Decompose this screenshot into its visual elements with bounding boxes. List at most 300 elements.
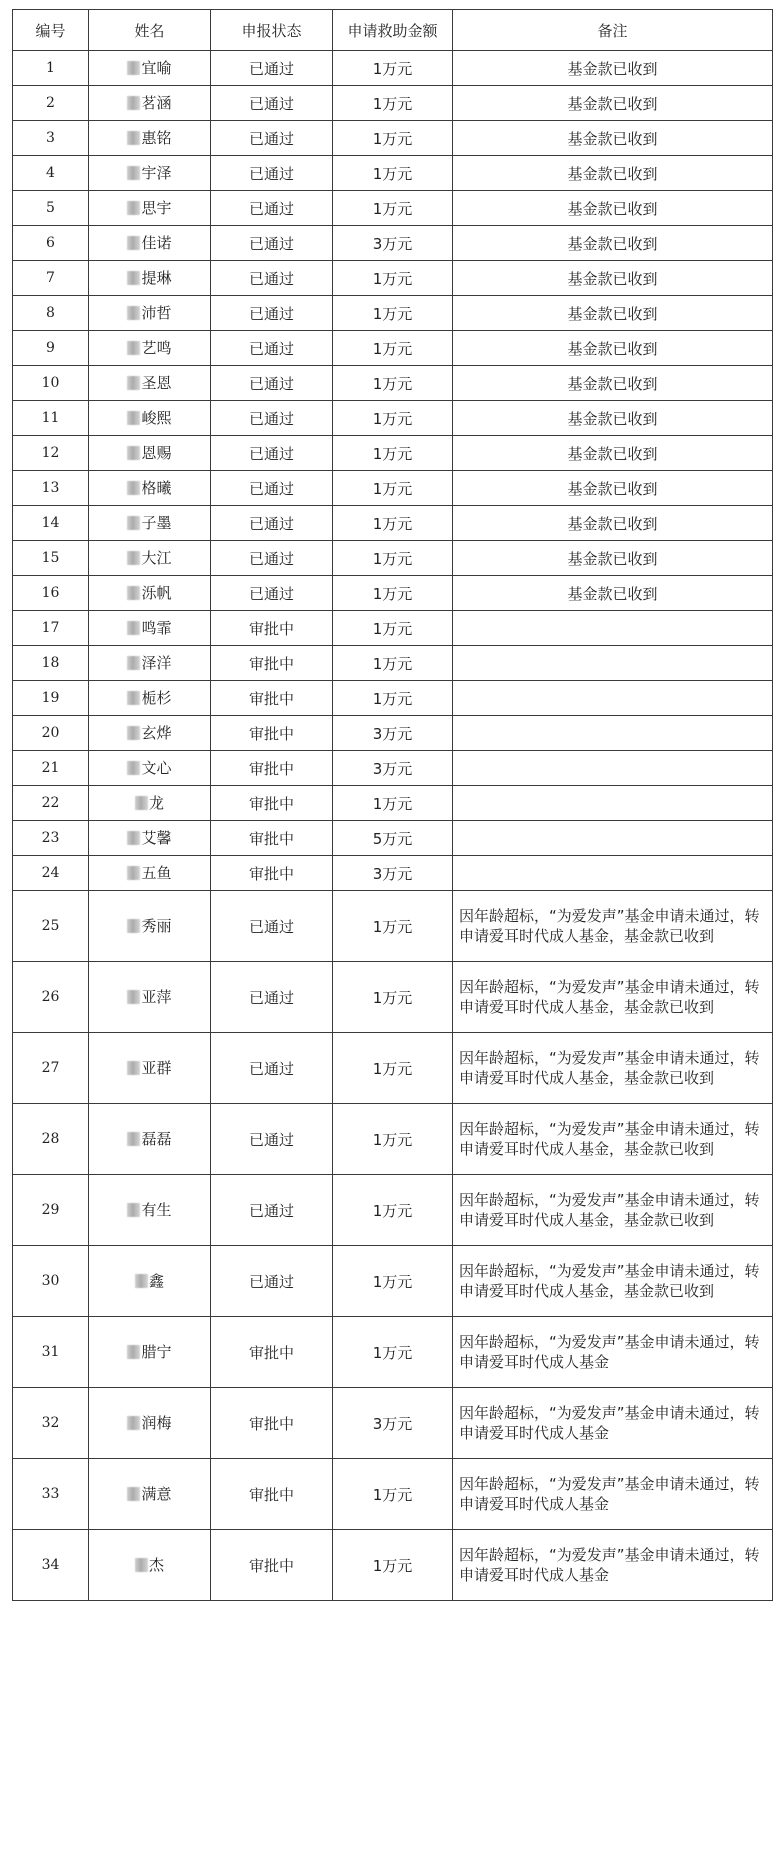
applicant-given-name: 磊磊 (141, 1130, 172, 1149)
applicant-given-name: 杰 (148, 1556, 164, 1575)
applicant-name (127, 582, 171, 603)
remark (453, 716, 773, 751)
row-number: 10 (13, 366, 89, 401)
applicant-given-name: 艺鸣 (141, 339, 172, 358)
applicant-given-name: 格曦 (141, 479, 172, 498)
aid-amount: 1万元 (333, 1175, 453, 1246)
redacted-surname-mask (127, 446, 140, 460)
applicant-name-cell (89, 1317, 211, 1388)
row-number: 30 (13, 1246, 89, 1317)
application-status: 已通过 (211, 436, 333, 471)
row-number: 4 (13, 156, 89, 191)
applicant-name-cell (89, 1459, 211, 1530)
row-number: 26 (13, 962, 89, 1033)
applicant-name-cell (89, 1388, 211, 1459)
aid-amount: 1万元 (333, 1033, 453, 1104)
remark: 因年龄超标，“为爱发声”基金申请未通过，转申请爱耳时代成人基金 (453, 1530, 773, 1601)
application-status: 已通过 (211, 471, 333, 506)
row-number: 3 (13, 121, 89, 156)
remark: 基金款已收到 (453, 86, 773, 121)
applicant-given-name: 大江 (141, 549, 172, 568)
remark: 基金款已收到 (453, 296, 773, 331)
redacted-surname-mask (127, 1203, 140, 1217)
aid-amount: 1万元 (333, 891, 453, 962)
table-row (13, 821, 773, 856)
row-number: 20 (13, 716, 89, 751)
row-number: 34 (13, 1530, 89, 1601)
application-status: 已通过 (211, 86, 333, 121)
row-number: 27 (13, 1033, 89, 1104)
redacted-surname-mask (127, 990, 140, 1004)
remark: 基金款已收到 (453, 576, 773, 611)
applicant-name-cell (89, 611, 211, 646)
applicant-name (127, 687, 171, 708)
row-number: 16 (13, 576, 89, 611)
applicant-name-cell (89, 716, 211, 751)
redacted-surname-mask (127, 1416, 140, 1430)
header-row (13, 10, 773, 51)
aid-amount: 1万元 (333, 86, 453, 121)
row-number: 28 (13, 1104, 89, 1175)
table-row (13, 401, 773, 436)
redacted-surname-mask (127, 96, 140, 110)
redacted-surname-mask (127, 61, 140, 75)
applicant-name-cell (89, 156, 211, 191)
aid-amount: 1万元 (333, 506, 453, 541)
applicant-name-cell (89, 366, 211, 401)
table-row (13, 1033, 773, 1104)
row-number: 8 (13, 296, 89, 331)
remark: 因年龄超标，“为爱发声”基金申请未通过，转申请爱耳时代成人基金，基金款已收到 (453, 1246, 773, 1317)
row-number: 24 (13, 856, 89, 891)
table-row (13, 121, 773, 156)
applicant-name (127, 197, 171, 218)
aid-amount: 1万元 (333, 121, 453, 156)
application-status: 已通过 (211, 962, 333, 1033)
applicant-given-name: 润梅 (141, 1414, 172, 1433)
application-status: 已通过 (211, 191, 333, 226)
applicant-name-cell (89, 121, 211, 156)
table-row (13, 1175, 773, 1246)
row-number: 22 (13, 786, 89, 821)
redacted-surname-mask (127, 691, 140, 705)
remark: 基金款已收到 (453, 506, 773, 541)
table-row (13, 1459, 773, 1530)
remark (453, 786, 773, 821)
redacted-surname-mask (127, 726, 140, 740)
applicant-given-name: 满意 (141, 1485, 172, 1504)
aid-amount: 1万元 (333, 51, 453, 86)
remark (453, 646, 773, 681)
aid-amount: 1万元 (333, 191, 453, 226)
applicant-name-cell (89, 646, 211, 681)
table-row (13, 786, 773, 821)
applicant-name-cell (89, 471, 211, 506)
application-status: 审批中 (211, 856, 333, 891)
remark: 因年龄超标，“为爱发声”基金申请未通过，转申请爱耳时代成人基金 (453, 1388, 773, 1459)
table-row (13, 366, 773, 401)
application-status: 审批中 (211, 611, 333, 646)
table-row (13, 856, 773, 891)
remark: 基金款已收到 (453, 471, 773, 506)
header-name: 姓名 (89, 10, 211, 51)
aid-amount: 1万元 (333, 296, 453, 331)
table-row (13, 226, 773, 261)
applicant-name-cell (89, 86, 211, 121)
applicant-given-name: 宜喻 (141, 59, 172, 78)
applicant-name (127, 57, 171, 78)
applicant-name (127, 862, 171, 883)
table-row (13, 891, 773, 962)
applicant-name-cell (89, 856, 211, 891)
table-row (13, 751, 773, 786)
table-row (13, 1104, 773, 1175)
application-status: 已通过 (211, 1175, 333, 1246)
redacted-surname-mask (127, 516, 140, 530)
redacted-surname-mask (127, 1487, 140, 1501)
application-status: 审批中 (211, 1388, 333, 1459)
applicant-given-name: 宇泽 (141, 164, 172, 183)
application-status: 审批中 (211, 646, 333, 681)
applicant-name (127, 232, 171, 253)
table-row (13, 51, 773, 86)
applicant-given-name: 沛哲 (141, 304, 172, 323)
aid-amount: 3万元 (333, 716, 453, 751)
redacted-surname-mask (127, 236, 140, 250)
row-number: 11 (13, 401, 89, 436)
remark: 基金款已收到 (453, 226, 773, 261)
applicant-name-cell (89, 541, 211, 576)
aid-amount: 1万元 (333, 962, 453, 1033)
application-status: 已通过 (211, 541, 333, 576)
applicant-name (127, 1128, 171, 1149)
remark: 基金款已收到 (453, 51, 773, 86)
applicant-given-name: 玄烨 (141, 724, 172, 743)
applicant-name (127, 722, 171, 743)
table-row (13, 506, 773, 541)
table-row (13, 1388, 773, 1459)
application-status: 已通过 (211, 1033, 333, 1104)
table-row (13, 1317, 773, 1388)
table-body (13, 51, 773, 1601)
redacted-surname-mask (127, 761, 140, 775)
table-row (13, 436, 773, 471)
redacted-surname-mask (127, 586, 140, 600)
row-number: 19 (13, 681, 89, 716)
table-row (13, 576, 773, 611)
remark: 基金款已收到 (453, 261, 773, 296)
application-status: 审批中 (211, 1459, 333, 1530)
row-number: 23 (13, 821, 89, 856)
applicant-given-name: 思宇 (141, 199, 172, 218)
row-number: 1 (13, 51, 89, 86)
remark: 因年龄超标，“为爱发声”基金申请未通过，转申请爱耳时代成人基金 (453, 1317, 773, 1388)
application-status: 审批中 (211, 751, 333, 786)
redacted-surname-mask (127, 131, 140, 145)
redacted-surname-mask (127, 551, 140, 565)
applicant-name (127, 92, 171, 113)
applicant-name (127, 1057, 171, 1078)
applicant-name-cell (89, 962, 211, 1033)
aid-application-table (12, 9, 773, 1601)
applicant-name-cell (89, 51, 211, 86)
applicant-name-cell (89, 786, 211, 821)
aid-amount: 1万元 (333, 1530, 453, 1601)
row-number: 21 (13, 751, 89, 786)
redacted-surname-mask (127, 271, 140, 285)
aid-amount: 3万元 (333, 226, 453, 261)
application-status: 审批中 (211, 681, 333, 716)
applicant-given-name: 泺帆 (141, 584, 172, 603)
applicant-given-name: 茗涵 (141, 94, 172, 113)
applicant-name (127, 372, 171, 393)
remark: 基金款已收到 (453, 366, 773, 401)
applicant-name-cell (89, 506, 211, 541)
applicant-given-name: 惠铭 (141, 129, 172, 148)
application-status: 已通过 (211, 401, 333, 436)
document-page (12, 9, 773, 1601)
header-note: 备注 (453, 10, 773, 51)
redacted-surname-mask (127, 656, 140, 670)
row-number: 9 (13, 331, 89, 366)
applicant-given-name: 圣恩 (141, 374, 172, 393)
row-number: 31 (13, 1317, 89, 1388)
remark: 基金款已收到 (453, 331, 773, 366)
applicant-name (135, 1270, 164, 1291)
applicant-given-name: 五鱼 (141, 864, 172, 883)
application-status: 已通过 (211, 1246, 333, 1317)
table-row (13, 156, 773, 191)
table-row (13, 331, 773, 366)
aid-amount: 1万元 (333, 331, 453, 366)
applicant-given-name: 提琳 (141, 269, 172, 288)
applicant-name (127, 986, 171, 1007)
row-number: 33 (13, 1459, 89, 1530)
row-number: 32 (13, 1388, 89, 1459)
applicant-given-name: 腊宁 (141, 1343, 172, 1362)
applicant-name (127, 1483, 171, 1504)
applicant-name (127, 337, 171, 358)
row-number: 6 (13, 226, 89, 261)
applicant-name (135, 792, 164, 813)
applicant-name-cell (89, 226, 211, 261)
application-status: 已通过 (211, 261, 333, 296)
aid-amount: 1万元 (333, 261, 453, 296)
table-row (13, 716, 773, 751)
remark (453, 821, 773, 856)
aid-amount: 1万元 (333, 611, 453, 646)
applicant-name (127, 827, 171, 848)
aid-amount: 1万元 (333, 541, 453, 576)
applicant-name (127, 302, 171, 323)
aid-amount: 1万元 (333, 1459, 453, 1530)
applicant-name (127, 915, 171, 936)
applicant-name (127, 512, 171, 533)
applicant-name-cell (89, 1033, 211, 1104)
applicant-given-name: 峻熙 (141, 409, 172, 428)
row-number: 5 (13, 191, 89, 226)
redacted-surname-mask (135, 796, 148, 810)
redacted-surname-mask (127, 1345, 140, 1359)
redacted-surname-mask (127, 481, 140, 495)
applicant-name (127, 162, 171, 183)
row-number: 25 (13, 891, 89, 962)
application-status: 已通过 (211, 506, 333, 541)
redacted-surname-mask (127, 341, 140, 355)
aid-amount: 3万元 (333, 751, 453, 786)
aid-amount: 1万元 (333, 1317, 453, 1388)
aid-amount: 1万元 (333, 156, 453, 191)
table-row (13, 191, 773, 226)
applicant-given-name: 鑫 (148, 1272, 164, 1291)
table-row (13, 962, 773, 1033)
application-status: 已通过 (211, 891, 333, 962)
applicant-name-cell (89, 191, 211, 226)
table-row (13, 1246, 773, 1317)
applicant-name (127, 407, 171, 428)
remark: 因年龄超标，“为爱发声”基金申请未通过，转申请爱耳时代成人基金，基金款已收到 (453, 891, 773, 962)
applicant-name (127, 127, 171, 148)
remark: 基金款已收到 (453, 191, 773, 226)
applicant-given-name: 鸣霏 (141, 619, 172, 638)
redacted-surname-mask (135, 1558, 148, 1572)
applicant-name (127, 1341, 171, 1362)
application-status: 已通过 (211, 296, 333, 331)
application-status: 审批中 (211, 1317, 333, 1388)
applicant-given-name: 恩赐 (141, 444, 172, 463)
applicant-name-cell (89, 821, 211, 856)
table-row (13, 261, 773, 296)
table-row (13, 471, 773, 506)
application-status: 已通过 (211, 156, 333, 191)
row-number: 14 (13, 506, 89, 541)
applicant-name (135, 1554, 164, 1575)
row-number: 12 (13, 436, 89, 471)
redacted-surname-mask (127, 411, 140, 425)
remark: 因年龄超标，“为爱发声”基金申请未通过，转申请爱耳时代成人基金，基金款已收到 (453, 962, 773, 1033)
aid-amount: 1万元 (333, 576, 453, 611)
remark (453, 856, 773, 891)
applicant-given-name: 栀杉 (141, 689, 172, 708)
row-number: 2 (13, 86, 89, 121)
aid-amount: 1万元 (333, 1246, 453, 1317)
redacted-surname-mask (127, 201, 140, 215)
aid-amount: 1万元 (333, 1104, 453, 1175)
aid-amount: 1万元 (333, 681, 453, 716)
applicant-name-cell (89, 1104, 211, 1175)
table-row (13, 296, 773, 331)
applicant-name (127, 652, 171, 673)
applicant-name-cell (89, 436, 211, 471)
application-status: 审批中 (211, 1530, 333, 1601)
applicant-name-cell (89, 576, 211, 611)
remark (453, 751, 773, 786)
aid-amount: 1万元 (333, 646, 453, 681)
redacted-surname-mask (127, 376, 140, 390)
table-row (13, 611, 773, 646)
redacted-surname-mask (127, 866, 140, 880)
row-number: 18 (13, 646, 89, 681)
applicant-name-cell (89, 1175, 211, 1246)
remark: 因年龄超标，“为爱发声”基金申请未通过，转申请爱耳时代成人基金，基金款已收到 (453, 1175, 773, 1246)
applicant-name-cell (89, 296, 211, 331)
application-status: 已通过 (211, 121, 333, 156)
aid-amount: 1万元 (333, 366, 453, 401)
application-status: 审批中 (211, 821, 333, 856)
applicant-given-name: 有生 (141, 1201, 172, 1220)
remark: 基金款已收到 (453, 541, 773, 576)
aid-amount: 1万元 (333, 786, 453, 821)
application-status: 已通过 (211, 576, 333, 611)
applicant-name (127, 267, 171, 288)
row-number: 17 (13, 611, 89, 646)
applicant-given-name: 子墨 (141, 514, 172, 533)
applicant-name-cell (89, 751, 211, 786)
applicant-name (127, 757, 171, 778)
row-number: 15 (13, 541, 89, 576)
remark: 因年龄超标，“为爱发声”基金申请未通过，转申请爱耳时代成人基金，基金款已收到 (453, 1104, 773, 1175)
application-status: 审批中 (211, 786, 333, 821)
remark: 因年龄超标，“为爱发声”基金申请未通过，转申请爱耳时代成人基金，基金款已收到 (453, 1033, 773, 1104)
row-number: 13 (13, 471, 89, 506)
redacted-surname-mask (127, 1132, 140, 1146)
remark: 基金款已收到 (453, 401, 773, 436)
aid-amount: 5万元 (333, 821, 453, 856)
aid-amount: 1万元 (333, 436, 453, 471)
table-row (13, 1530, 773, 1601)
applicant-given-name: 艾馨 (141, 829, 172, 848)
redacted-surname-mask (127, 831, 140, 845)
aid-amount: 3万元 (333, 1388, 453, 1459)
applicant-name (127, 1412, 171, 1433)
row-number: 29 (13, 1175, 89, 1246)
application-status: 已通过 (211, 366, 333, 401)
applicant-name-cell (89, 681, 211, 716)
aid-amount: 3万元 (333, 856, 453, 891)
applicant-name (127, 1199, 171, 1220)
applicant-given-name: 佳诺 (141, 234, 172, 253)
applicant-name-cell (89, 1530, 211, 1601)
redacted-surname-mask (127, 1061, 140, 1075)
applicant-name (127, 617, 171, 638)
applicant-name (127, 477, 171, 498)
redacted-surname-mask (127, 306, 140, 320)
remark: 基金款已收到 (453, 436, 773, 471)
application-status: 已通过 (211, 51, 333, 86)
redacted-surname-mask (127, 919, 140, 933)
application-status: 已通过 (211, 1104, 333, 1175)
redacted-surname-mask (135, 1274, 148, 1288)
remark (453, 611, 773, 646)
aid-amount: 1万元 (333, 401, 453, 436)
header-status: 申报状态 (211, 10, 333, 51)
table-row (13, 646, 773, 681)
table-row (13, 86, 773, 121)
applicant-name (127, 547, 171, 568)
table-row (13, 541, 773, 576)
applicant-name-cell (89, 401, 211, 436)
applicant-given-name: 泽洋 (141, 654, 172, 673)
application-status: 已通过 (211, 331, 333, 366)
application-status: 已通过 (211, 226, 333, 261)
row-number: 7 (13, 261, 89, 296)
remark: 基金款已收到 (453, 121, 773, 156)
applicant-given-name: 龙 (148, 794, 164, 813)
application-status: 审批中 (211, 716, 333, 751)
redacted-surname-mask (127, 166, 140, 180)
remark: 基金款已收到 (453, 156, 773, 191)
table-row (13, 681, 773, 716)
